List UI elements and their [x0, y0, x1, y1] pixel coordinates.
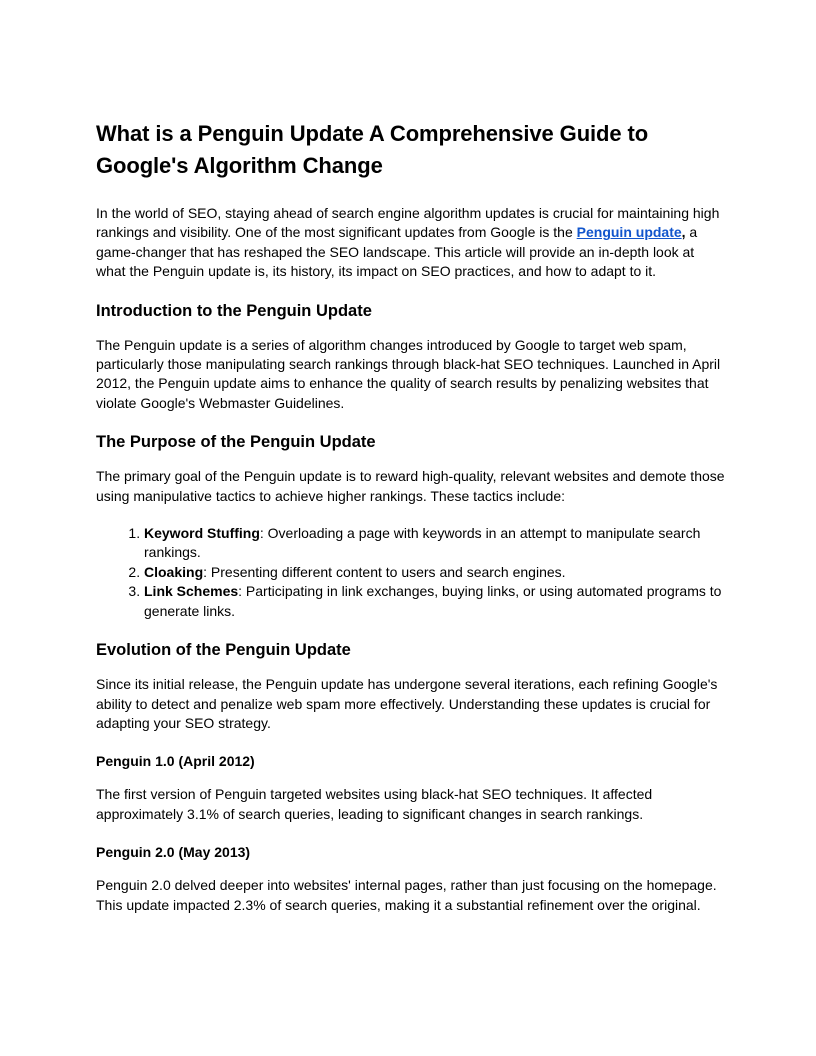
list-item-term: Link Schemes [144, 583, 239, 600]
list-item [144, 582, 726, 621]
intro-text-after: a game-changer that has reshaped the SEO landscape. This article will provide an in-depth look at what the Penguin update is, its history, its impact on SEO practices, and how to adapt to it. [96, 224, 698, 280]
list-item [144, 563, 726, 582]
intro-paragraph [96, 204, 726, 282]
section-paragraph-evolution: Since its initial release, the Penguin update has undergone several iterations, each refining Google's ability to detect and penalize web spam more effectively. Understanding these updates is crucial for adapting your SEO strategy. [96, 676, 718, 731]
intro-text-before: In the world of SEO, staying ahead of search engine algorithm updates is crucial for maintaining high rankings and visibility. One of the most significant updates from Google is the [96, 205, 720, 241]
version-paragraph-penguin-2: Penguin 2.0 delved deeper into websites' internal pages, rather than just focusing on the homepage. This update impacted 2.3% of search queries, making it a substantial refinement over the original. [96, 877, 717, 913]
list-item-term: Keyword Stuffing [144, 525, 260, 542]
list-item-desc: : Overloading a page with keywords in an attempt to manipulate search rankings. [144, 525, 701, 561]
tactics-list [96, 524, 726, 621]
list-item-term: Cloaking [144, 563, 204, 580]
intro-comma: , [681, 224, 686, 241]
version-heading-penguin-2: Penguin 2.0 (May 2013) [96, 844, 251, 861]
list-item-desc: : Presenting different content to users and search engines. [203, 563, 566, 580]
list-item-desc: : Participating in link exchanges, buying links, or using automated programs to generate links. [144, 583, 722, 619]
version-paragraph-penguin-1: The first version of Penguin targeted websites using black-hat SEO techniques. It affected approximately 3.1% of search queries, leading to significant changes in search rankings. [96, 786, 653, 822]
penguin-update-link[interactable]: Penguin update [576, 224, 682, 241]
list-item [144, 524, 726, 563]
section-paragraph-introduction: The Penguin update is a series of algorithm changes introduced by Google to target web spam, particularly those manipulating search rankings through black-hat SEO techniques. Launched in April 2012, the Penguin update aims to enhance the quality of search results by penalizing websites that violate Google's Webmaster Guidelines. [96, 336, 721, 411]
document-page [96, 118, 726, 933]
page-title: What is a Penguin Update A Comprehensive Guide to Google's Algorithm Change [96, 121, 649, 178]
section-heading-purpose: The Purpose of the Penguin Update [96, 433, 376, 452]
version-heading-penguin-1: Penguin 1.0 (April 2012) [96, 753, 255, 770]
section-heading-introduction: Introduction to the Penguin Update [96, 301, 372, 320]
section-heading-evolution: Evolution of the Penguin Update [96, 641, 351, 660]
section-paragraph-purpose: The primary goal of the Penguin update is to reward high-quality, relevant websites and demote those using manipulative tactics to achieve higher rankings. These tactics include: [96, 468, 725, 504]
